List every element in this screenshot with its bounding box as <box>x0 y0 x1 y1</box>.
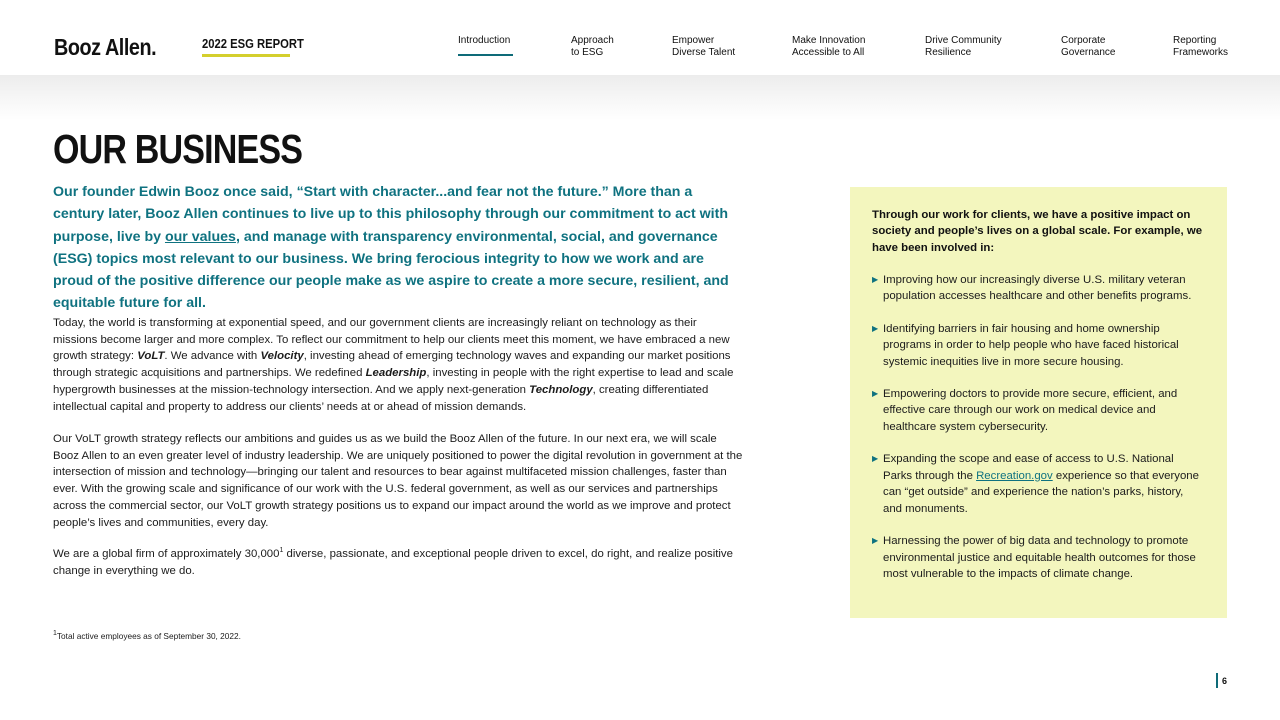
list-item: ▶ Identifying barriers in fair housing and home ownership programs in order to help people who have faced historical systemic inequities live in more secure housing. <box>872 322 1179 368</box>
lead-paragraph: Our founder Edwin Booz once said, “Start with character...and fear not the future.” More than a century later, Booz Allen continues to live up to this philosophy through our commitment to act with purpose, live by our values, and manage with transparency environmental, social, and governance (ESG) topics most relevant to our business. We bring ferocious integrity to how we work and are proud of the positive difference our people make as we aspire to create a more secure, resilient, and equitable future for all. <box>53 184 729 312</box>
nav-drive-community-resilience[interactable]: Drive Community Resilience <box>925 35 1002 58</box>
page-number: 6 <box>1222 676 1228 686</box>
list-item: ▶ Harnessing the power of big data and technology to promote environmental justice and equitable health outcomes for those most vulnerable to the impacts of climate change. <box>872 535 1196 581</box>
nav-make-innovation-accessible[interactable]: Make Innovation Accessible to All <box>792 35 866 58</box>
recreation-gov-link[interactable]: Recreation.gov <box>976 469 1053 482</box>
nav-reporting-frameworks[interactable]: Reporting Frameworks <box>1173 35 1229 58</box>
top-header <box>0 0 1280 75</box>
body-paragraph-global-firm: We are a global firm of approximately 30,000$^1$ diverse, passionate, and exceptional people driven to excel, do right, and realize positive change in everything we do. <box>53 547 733 577</box>
report-label-underline <box>202 54 290 57</box>
list-item: ▶ Improving how our increasingly diverse U.S. military veteran population accesses healthcare and other benefits programs. <box>872 273 1192 303</box>
impact-sidebar <box>850 187 1227 618</box>
report-label[interactable]: 2022 ESG REPORT <box>202 37 304 51</box>
impact-list <box>872 272 1205 583</box>
our-values-link[interactable]: our values <box>164 228 236 245</box>
nav-approach-to-esg[interactable]: Approach to ESG <box>571 35 614 58</box>
nav-corporate-governance[interactable]: Corporate Governance <box>1061 35 1116 58</box>
nav-empower-diverse-talent[interactable]: Empower Diverse Talent <box>672 35 736 58</box>
body-paragraph-growth-strategy: Today, the world is transforming at exponential speed, and our government clients are increasingly reliant on technology as their missions become larger and more complex. To reflect our commitment to help our clients meet this moment, we have embraced a new growth strategy: VoLT. We advance with Velocity, investing ahead of emerging technology waves and expanding our market positions through strategic acquisitions and partnerships. We redefined Leadership, investing in people with the right expertise to lead and scale hypergrowth businesses at the mission-technology intersection. And we apply next-generation Technology, creating differentiated intellectual capital and property to address our clients’ needs at or ahead of mission demands. <box>53 317 734 413</box>
footnote: $^1$Total active employees as of September 30, 2022. <box>53 630 241 641</box>
body-paragraph-volt: Our VoLT growth strategy reflects our ambitions and guides us as we build the Booz Allen of the future. In our next era, we will scale Booz Allen to an even greater level of industry leadership. We are uniquely positioned to power the digital revolution in government at the intersection of mission and technology—bringing our talent and resources to bear against multifaceted mission challenges, faster than ever. With the growing scale and significance of our work with the U.S. federal government, as well as our services and partnerships across the commercial sector, our VoLT growth strategy positions us to expand our impact around the world as we improve and protect people’s lives and communities, every day. <box>53 433 743 529</box>
triangle-bullet-icon: ▶ <box>872 536 879 546</box>
triangle-bullet-icon: ▶ <box>872 274 879 284</box>
header-shadow <box>0 75 1280 120</box>
nav-introduction[interactable]: Introduction <box>458 35 511 46</box>
page-title: OUR BUSINESS <box>53 126 303 172</box>
page-number-bar <box>1216 673 1218 688</box>
list-item: ▶ Empowering doctors to provide more secure, efficient, and effective care through our work on medical device and healthcare system cybersecurity. <box>872 387 1178 434</box>
booz-allen-logo[interactable]: Booz Allen. <box>54 34 157 60</box>
triangle-bullet-icon: ▶ <box>872 454 879 464</box>
triangle-bullet-icon: ▶ <box>872 323 879 333</box>
list-item: ▶ Expanding the scope and ease of access to U.S. National Parks through the Recreation.gov experience so that everyone can “get outside” and experience the nation’s parks, history, and monuments. <box>872 453 1199 515</box>
triangle-bullet-icon: ▶ <box>872 388 879 398</box>
sidebar-intro: Through our work for clients, we have a positive impact on society and people’s lives on a global scale. For example, we have been involved in: <box>872 209 1203 254</box>
